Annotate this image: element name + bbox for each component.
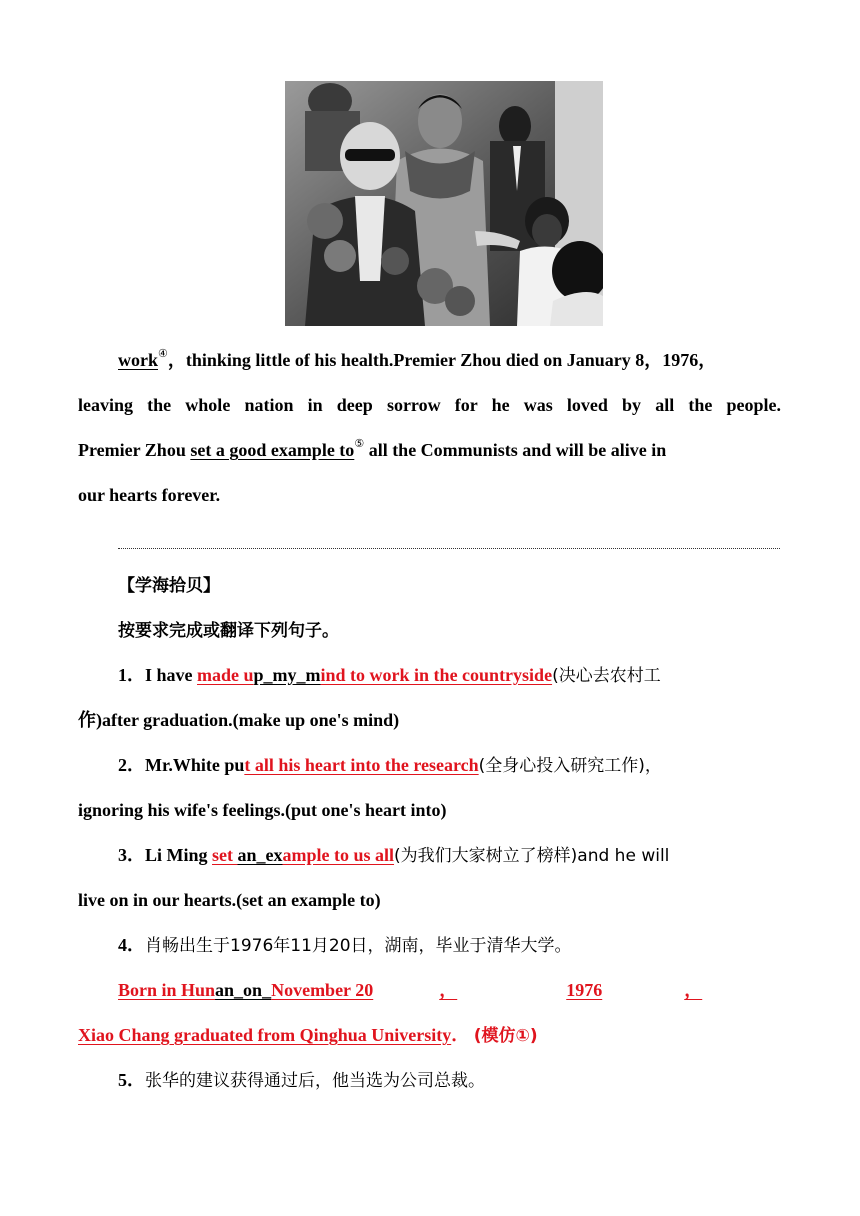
passage-text: ，thinking little of his health.Premier Zhou died on January 8，1976，: [167, 350, 717, 370]
answer-text: November 20: [271, 980, 374, 1000]
question-number: 5．: [118, 1070, 145, 1090]
photo-illustration: [285, 81, 603, 326]
passage-text: all the Communists and will be alive in: [364, 440, 667, 460]
imitation-note: (模仿①): [473, 1026, 538, 1046]
question-1-cont: 作)after graduation.(make up one's mind): [78, 710, 400, 730]
question-number: 1．: [118, 665, 145, 685]
question-4-answer-cont: Xiao Chang graduated from Qinghua University． (模仿①): [78, 1025, 538, 1046]
question-number: 2．: [118, 755, 145, 775]
question-4-answer: Born in Hunan_on_November 20 ， 1976 ，: [118, 980, 703, 1000]
footnote-marker-4: ④: [158, 348, 168, 360]
section-instruction: 按要求完成或翻译下列句子。: [118, 621, 339, 641]
question-3-cont: live on in our hearts.(set an example to): [78, 890, 381, 910]
question-number: 3．: [118, 845, 145, 865]
answer-text: ind to work in the countryside: [320, 665, 553, 685]
question-2-cont: ignoring his wife's feelings.(put one's heart into): [78, 800, 447, 820]
question-1: 1．I have made up_my_mind to work in the countryside(决心去农村工: [118, 665, 661, 686]
passage-line-4: our hearts forever.: [78, 485, 221, 505]
underlined-phrase-set-example: set a good example to: [190, 440, 355, 460]
answer-text: t all his heart into the research: [244, 755, 479, 775]
footnote-marker-5: ⑤: [354, 438, 365, 450]
question-5: 5．张华的建议获得通过后，他当选为公司总裁。: [118, 1070, 485, 1091]
section-divider: [118, 548, 780, 549]
answer-text: Born in Hun: [118, 980, 216, 1000]
question-number: 4．: [118, 935, 145, 955]
question-2: 2．Mr.White put all his heart into the research(全身心投入研究工作)，: [118, 755, 662, 776]
answer-text: ample to us all: [282, 845, 395, 865]
passage-text: Premier Zhou: [78, 440, 191, 460]
answer-text: Xiao Chang graduated from Qinghua University: [78, 1025, 452, 1045]
section-title: 【学海拾贝】: [118, 576, 220, 596]
question-3: 3．Li Ming set an_example to us all(为我们大家树立了榜样)and he will: [118, 845, 670, 866]
passage-line-1: [118, 338, 781, 383]
passage-line-3: [78, 428, 781, 473]
answer-text: set: [212, 845, 238, 865]
question-4: 4．肖畅出生于1976年11月20日，湖南，毕业于清华大学。: [118, 935, 572, 956]
answer-text: made u: [197, 665, 254, 685]
underlined-word-work: work: [118, 350, 158, 370]
historical-photo: [285, 81, 603, 326]
passage-line-2: leaving the whole nation in deep sorrow for he was loved by all the people.: [78, 395, 781, 415]
